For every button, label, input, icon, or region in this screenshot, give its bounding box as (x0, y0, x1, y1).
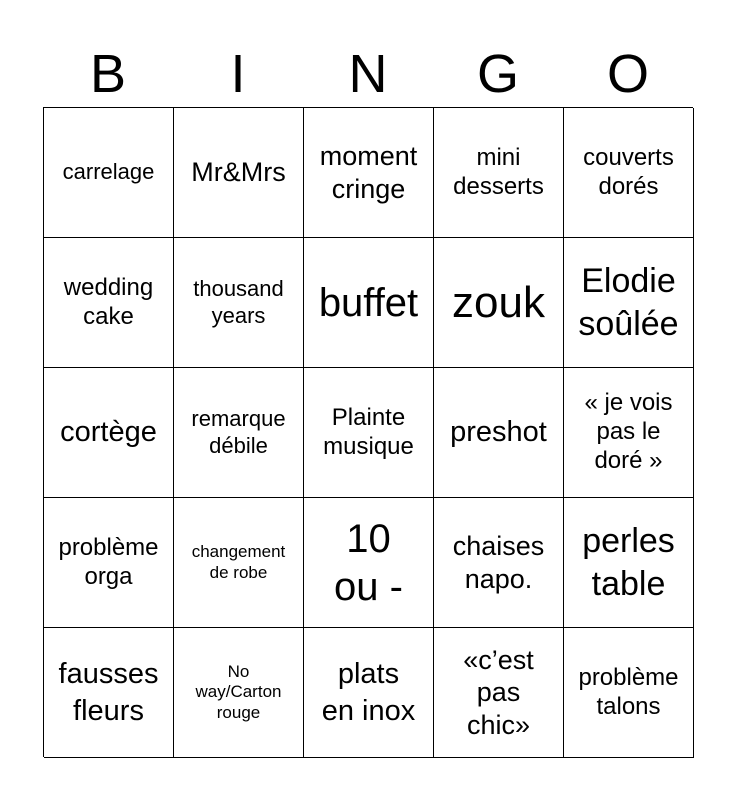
bingo-cell[interactable] (564, 498, 694, 628)
bingo-cell[interactable] (304, 108, 434, 238)
bingo-cell[interactable] (304, 238, 434, 368)
bingo-cell[interactable] (434, 498, 564, 628)
cell-text: « je vois pas le doré » (584, 389, 673, 474)
cell-text: remarque débile (191, 406, 286, 458)
bingo-grid (43, 107, 693, 757)
cell-text: carrelage (62, 159, 155, 185)
cell-text: problème talons (578, 663, 679, 720)
bingo-cell[interactable] (434, 628, 564, 758)
cell-text: No way/Carton rouge (195, 662, 282, 722)
bingo-cell[interactable] (44, 628, 174, 758)
header-letter-n: N (348, 44, 388, 104)
bingo-cell[interactable] (564, 628, 694, 758)
bingo-cell[interactable] (44, 368, 174, 498)
cell-text: perles table (582, 522, 675, 603)
bingo-cell[interactable] (304, 368, 434, 498)
bingo-cell[interactable] (564, 108, 694, 238)
header-letter-o: O (606, 44, 649, 104)
cell-text: mini desserts (453, 143, 544, 200)
cell-text: Mr&Mrs (191, 157, 286, 188)
bingo-cell[interactable] (174, 628, 304, 758)
bingo-cell[interactable] (304, 498, 434, 628)
header-letter-b: B (89, 44, 127, 104)
header-letter-g: G (476, 44, 519, 104)
cell-text: problème orga (58, 533, 159, 590)
cell-text: moment cringe (319, 141, 418, 204)
cell-text: «c’est pas chic» (463, 644, 534, 740)
bingo-cell[interactable] (174, 108, 304, 238)
bingo-cell[interactable] (44, 238, 174, 368)
bingo-cell[interactable] (44, 498, 174, 628)
bingo-cell[interactable] (304, 628, 434, 758)
cell-text: plats en inox (321, 658, 416, 727)
bingo-cell[interactable] (434, 368, 564, 498)
cell-text: fausses fleurs (58, 658, 159, 727)
header-letter-i: I (230, 44, 246, 104)
cell-text: Elodie soûlée (578, 262, 679, 343)
bingo-cell[interactable] (434, 238, 564, 368)
cell-text: Plainte musique (323, 403, 414, 460)
cell-text: couverts dorés (583, 143, 674, 200)
cell-text: wedding cake (63, 273, 154, 330)
cell-text: preshot (450, 416, 547, 449)
cell-text: zouk (452, 277, 545, 327)
cell-text: chaises napo. (452, 531, 545, 594)
bingo-cell[interactable] (44, 108, 174, 238)
bingo-cell[interactable] (564, 238, 694, 368)
bingo-cell[interactable] (564, 368, 694, 498)
cell-text: buffet (318, 280, 419, 325)
cell-text: 10 ou - (334, 516, 403, 609)
bingo-cell[interactable] (174, 498, 304, 628)
bingo-cell[interactable] (174, 368, 304, 498)
bingo-cell[interactable] (434, 108, 564, 238)
cell-text: cortège (60, 416, 157, 449)
cell-text: changement de robe (191, 542, 286, 582)
bingo-cell[interactable] (174, 238, 304, 368)
bingo-header (43, 40, 693, 108)
cell-text: thousand years (193, 276, 284, 328)
